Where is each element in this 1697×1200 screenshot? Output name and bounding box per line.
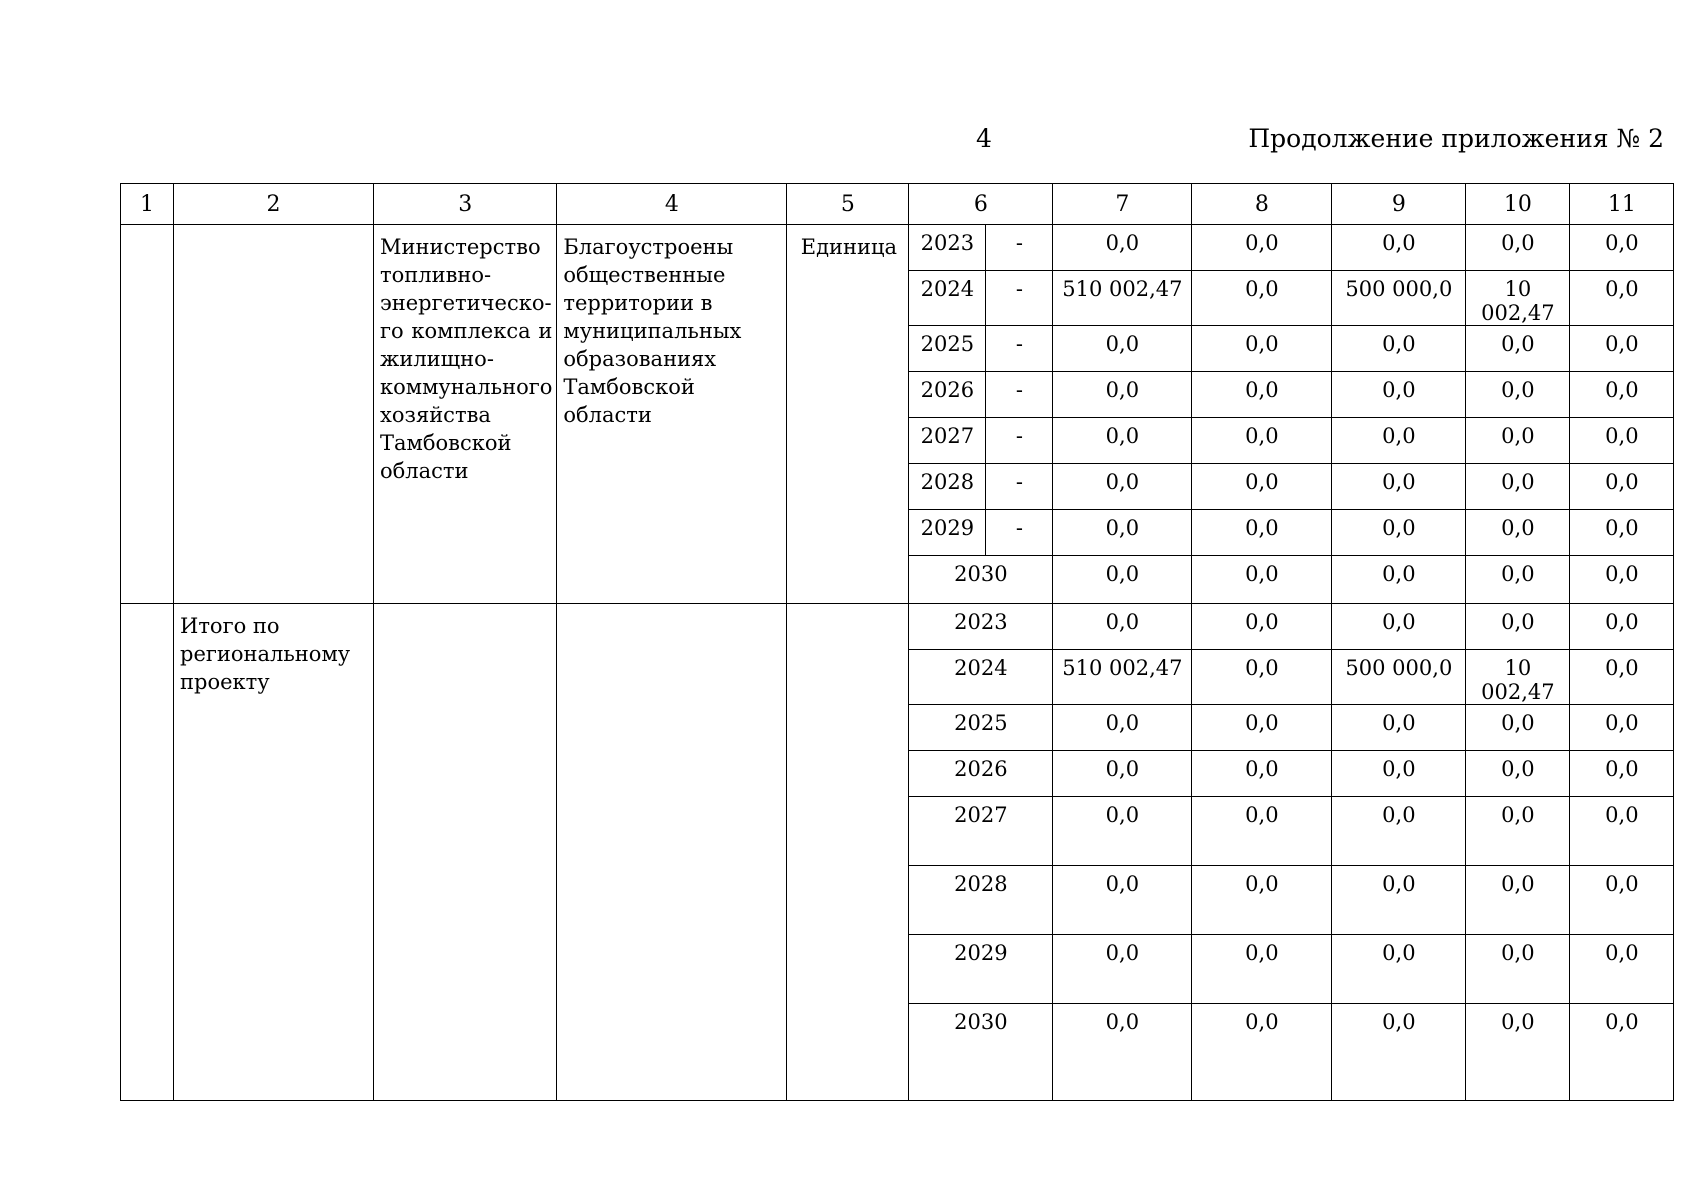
year-cell: 2030 [909,556,1053,604]
budget-table [120,183,1674,1101]
value-cell: 0,0 [1466,751,1570,797]
value-cell: 0,0 [1192,556,1332,604]
text-line: Итого по [180,614,280,638]
value-cell: 0,0 [1053,510,1192,556]
column-number: 1 [121,184,174,225]
text-line: жилищно- [380,347,494,371]
value-cell: 510 002,47 [1053,650,1192,705]
value-cell: 0,0 [1466,510,1570,556]
value-cell: 0,0 [1570,866,1674,935]
year-cell: 2023 [909,604,1053,650]
value-cell: 510 002,47 [1053,271,1192,326]
year-cell: 2027 [909,418,986,464]
value-cell: 0,0 [1192,705,1332,751]
text-line: топливно- [380,263,492,287]
value-cell: 0,0 [1192,326,1332,372]
value-cell: 0,0 [1053,866,1192,935]
value-cell: 0,0 [1192,1004,1332,1101]
value-cell: 0,0 [1570,464,1674,510]
value-cell: 0,0 [1332,464,1466,510]
value-cell: 0,0 [1053,464,1192,510]
value-cell: 0,0 [1332,751,1466,797]
value-cell: 0,0 [1570,705,1674,751]
year-cell: 2028 [909,866,1053,935]
value-cell: 0,0 [1053,1004,1192,1101]
value-cell: 0,0 [1332,604,1466,650]
value-cell: 0,0 [1570,797,1674,866]
value-cell: 0,0 [1332,797,1466,866]
text-line: энергетическо- [380,291,552,315]
empty-cell [121,604,174,1101]
value-cell: 0,0 [1570,1004,1674,1101]
value-cell: 0,0 [1570,418,1674,464]
column-number: 7 [1053,184,1192,225]
column-number: 3 [374,184,557,225]
value-cell: 0,0 [1466,705,1570,751]
year-cell: 2029 [909,510,986,556]
text-line: муниципальных [563,319,742,343]
year-cell: 2029 [909,935,1053,1004]
year-cell: 2025 [909,326,986,372]
column-number: 2 [174,184,374,225]
dash-cell: - [986,326,1053,372]
table-row [121,604,1674,650]
text-line: общественные [563,263,726,287]
empty-cell [374,604,557,1101]
value-cell: 0,0 [1192,604,1332,650]
text-line: хозяйства [380,403,491,427]
value-cell: 0,0 [1053,935,1192,1004]
empty-cell [557,604,787,1101]
value-cell: 0,0 [1466,225,1570,271]
value-cell: 10 002,47 [1466,271,1570,326]
total-label [174,604,374,1101]
value-cell: 0,0 [1192,372,1332,418]
value-cell: 0,0 [1466,556,1570,604]
value-cell: 0,0 [1570,650,1674,705]
value-cell: 500 000,0 [1332,650,1466,705]
text-line: Тамбовской области [563,375,695,427]
value-cell: 10 002,47 [1466,650,1570,705]
value-cell: 0,0 [1570,935,1674,1004]
budget-table-container [120,183,1674,1101]
value-cell: 0,0 [1192,225,1332,271]
result-description [557,225,787,604]
value-cell: 0,0 [1053,751,1192,797]
measure-unit: Единица [787,225,909,604]
value-cell: 0,0 [1332,705,1466,751]
dash-cell: - [986,271,1053,326]
value-cell: 500 000,0 [1332,271,1466,326]
value-cell: 0,0 [1053,326,1192,372]
year-cell: 2024 [909,650,1053,705]
value-cell: 0,0 [1332,510,1466,556]
year-cell: 2028 [909,464,986,510]
text-line: региональному [180,642,351,666]
value-cell: 0,0 [1570,604,1674,650]
table-row [121,225,1674,271]
value-cell: 0,0 [1570,556,1674,604]
value-cell: 0,0 [1570,751,1674,797]
value-cell: 0,0 [1466,1004,1570,1101]
column-number: 9 [1332,184,1466,225]
text-line: территории в [563,291,713,315]
column-number: 6 [909,184,1053,225]
value-cell: 0,0 [1192,650,1332,705]
value-cell: 0,0 [1192,510,1332,556]
appendix-continuation-note: Продолжение приложения № 2 [1248,124,1664,153]
dash-cell: - [986,418,1053,464]
year-cell: 2025 [909,705,1053,751]
value-cell: 0,0 [1570,372,1674,418]
year-cell: 2023 [909,225,986,271]
value-cell: 0,0 [1332,372,1466,418]
value-cell: 0,0 [1466,866,1570,935]
column-number: 10 [1466,184,1570,225]
value-cell: 0,0 [1332,866,1466,935]
value-cell: 0,0 [1053,418,1192,464]
value-cell: 0,0 [1192,418,1332,464]
value-cell: 0,0 [1192,797,1332,866]
responsible-agency [374,225,557,604]
column-number: 11 [1570,184,1674,225]
empty-cell [787,604,909,1101]
value-cell: 0,0 [1466,464,1570,510]
value-cell: 0,0 [1466,604,1570,650]
value-cell: 0,0 [1570,225,1674,271]
value-cell: 0,0 [1332,225,1466,271]
value-cell: 0,0 [1332,1004,1466,1101]
text-line: проекту [180,670,270,694]
text-line: образованиях [563,347,717,371]
dash-cell: - [986,464,1053,510]
value-cell: 0,0 [1053,556,1192,604]
page-number: 4 [976,124,992,153]
value-cell: 0,0 [1332,418,1466,464]
value-cell: 0,0 [1053,225,1192,271]
value-cell: 0,0 [1466,418,1570,464]
value-cell: 0,0 [1332,556,1466,604]
dash-cell: - [986,372,1053,418]
text-line: коммунального [380,375,553,399]
empty-cell [121,225,174,604]
text-line: области [380,459,469,483]
year-cell: 2024 [909,271,986,326]
value-cell: 0,0 [1332,935,1466,1004]
dash-cell: - [986,225,1053,271]
value-cell: 0,0 [1192,935,1332,1004]
text-line: Министерство [380,235,541,259]
value-cell: 0,0 [1466,372,1570,418]
value-cell: 0,0 [1192,271,1332,326]
value-cell: 0,0 [1053,797,1192,866]
year-cell: 2026 [909,372,986,418]
value-cell: 0,0 [1053,705,1192,751]
column-number: 5 [787,184,909,225]
text-line: Благоустроены [563,235,734,259]
value-cell: 0,0 [1053,604,1192,650]
year-cell: 2027 [909,797,1053,866]
column-number: 8 [1192,184,1332,225]
value-cell: 0,0 [1570,271,1674,326]
value-cell: 0,0 [1570,326,1674,372]
value-cell: 0,0 [1466,935,1570,1004]
value-cell: 0,0 [1466,797,1570,866]
year-cell: 2026 [909,751,1053,797]
empty-cell [174,225,374,604]
value-cell: 0,0 [1192,751,1332,797]
value-cell: 0,0 [1192,866,1332,935]
text-line: Тамбовской [380,431,512,455]
dash-cell: - [986,510,1053,556]
year-cell: 2030 [909,1004,1053,1101]
text-line: го комплекса и [380,319,553,343]
value-cell: 0,0 [1570,510,1674,556]
column-number-row [121,184,1674,225]
value-cell: 0,0 [1192,464,1332,510]
value-cell: 0,0 [1466,326,1570,372]
value-cell: 0,0 [1053,372,1192,418]
value-cell: 0,0 [1332,326,1466,372]
column-number: 4 [557,184,787,225]
